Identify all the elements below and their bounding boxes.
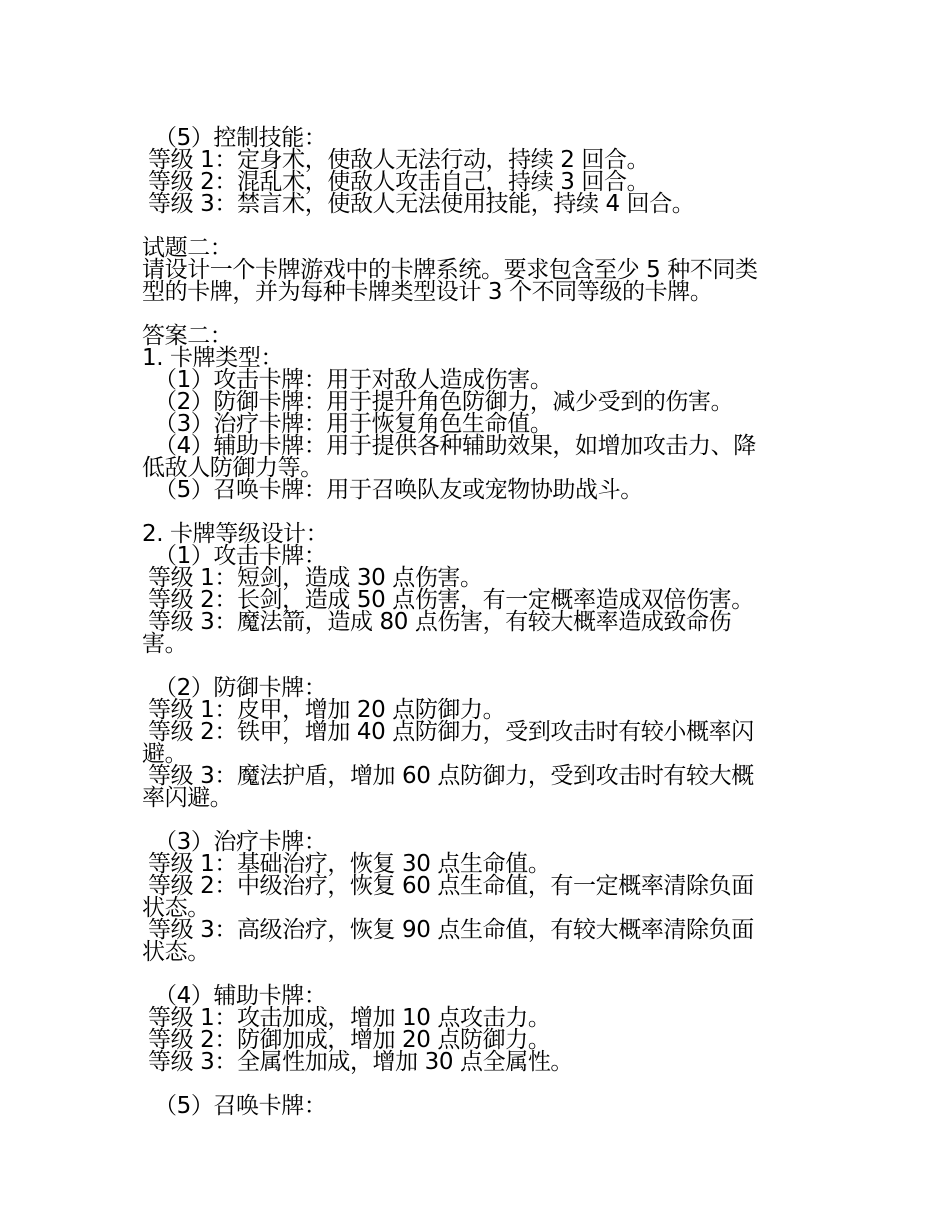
text-line: 答案二： <box>142 323 233 349</box>
text-line: 状态。 <box>142 939 210 965</box>
paragraph-gap <box>142 809 812 831</box>
paragraph-gap <box>142 655 812 677</box>
text-line: 等级 3：全属性加成，增加 30 点全属性。 <box>148 1049 574 1075</box>
text-line: 避。 <box>142 741 188 767</box>
text-line: （1）攻击卡牌：用于对敌人造成伤害。 <box>154 367 553 393</box>
document-body <box>142 127 812 1117</box>
text-line: （3）治疗卡牌： <box>154 829 327 855</box>
text-line: 等级 1：短剑，造成 30 点伤害。 <box>148 565 483 591</box>
text-line: 等级 3：魔法护盾，增加 60 点防御力，受到攻击时有较大概 <box>148 763 754 789</box>
text-line: 等级 1：定身术，使敌人无法行动，持续 2 回合。 <box>148 147 650 173</box>
text-line: 等级 1：攻击加成，增加 10 点攻击力。 <box>148 1005 551 1031</box>
text-line: （5）控制技能： <box>154 125 327 151</box>
text-line: （5）召唤卡牌： <box>154 1093 327 1119</box>
text-line: 等级 3：禁言术，使敌人无法使用技能，持续 4 回合。 <box>148 191 695 217</box>
paragraph-gap <box>142 1073 812 1095</box>
text-line: （2）防御卡牌：用于提升角色防御力，减少受到的伤害。 <box>154 389 734 415</box>
text-line: 型的卡牌，并为每种卡牌类型设计 3 个不同等级的卡牌。 <box>142 279 713 305</box>
text-line: 1. 卡牌类型： <box>142 345 284 371</box>
text-line: 等级 1：皮甲，增加 20 点防御力。 <box>148 697 506 723</box>
text-line: 等级 2：长剑，造成 50 点伤害，有一定概率造成双倍伤害。 <box>148 587 754 613</box>
paragraph-gap <box>142 501 812 523</box>
text-line: （2）防御卡牌： <box>154 675 327 701</box>
paragraph-gap <box>142 303 812 325</box>
text-line: 试题二： <box>142 235 233 261</box>
text-line: 等级 2：铁甲，增加 40 点防御力，受到攻击时有较小概率闪 <box>148 719 754 745</box>
text-line: （4）辅助卡牌：用于提供各种辅助效果，如增加攻击力、降 <box>154 433 756 459</box>
text-line: 低敌人防御力等。 <box>142 455 323 481</box>
text-line: （1）攻击卡牌： <box>154 543 327 569</box>
text-line: 等级 1：基础治疗，恢复 30 点生命值。 <box>148 851 551 877</box>
text-line: 等级 2：中级治疗，恢复 60 点生命值，有一定概率清除负面 <box>148 873 754 899</box>
text-line: 等级 2：混乱术，使敌人攻击自己，持续 3 回合。 <box>148 169 650 195</box>
text-line: （4）辅助卡牌： <box>154 983 327 1009</box>
text-line: 请设计一个卡牌游戏中的卡牌系统。要求包含至少 5 种不同类 <box>142 257 758 283</box>
text-line: 等级 2：防御加成，增加 20 点防御力。 <box>148 1027 551 1053</box>
text-line: 2. 卡牌等级设计： <box>142 521 329 547</box>
text-line: 害。 <box>142 631 188 657</box>
paragraph-gap <box>142 215 812 237</box>
document-page <box>142 127 812 1117</box>
text-line: 等级 3：高级治疗，恢复 90 点生命值，有较大概率清除负面 <box>148 917 754 943</box>
text-line: （5）召唤卡牌：用于召唤队友或宠物协助战斗。 <box>154 477 643 503</box>
text-line: 状态。 <box>142 895 210 921</box>
paragraph-gap <box>142 963 812 985</box>
text-line: （3）治疗卡牌：用于恢复角色生命值。 <box>154 411 553 437</box>
text-line: 率闪避。 <box>142 785 233 811</box>
text-line: 等级 3：魔法箭，造成 80 点伤害，有较大概率造成致命伤 <box>148 609 732 635</box>
